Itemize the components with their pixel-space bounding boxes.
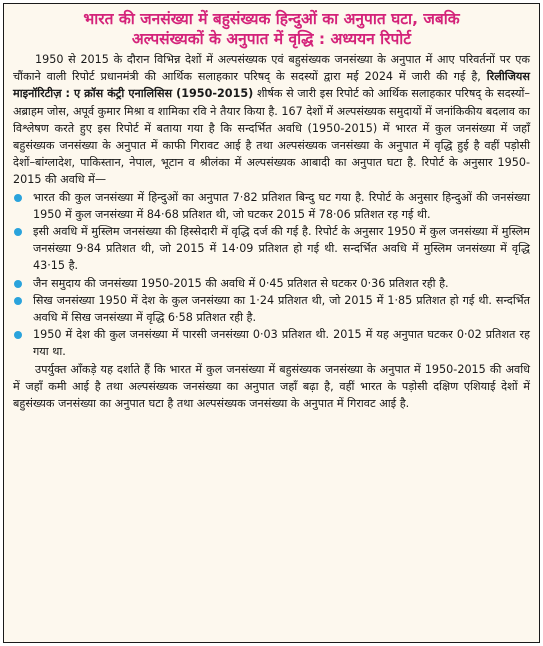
report-title-bold: रिलीजियस माइनॉरिटीज़ : ए क्रॉस कंट्री एनालिसिस (1950-2015) [13, 70, 530, 101]
conclusion-paragraph: उपर्युक्त आँकड़े यह दर्शाते हैं कि भारत में कुल जनसंख्या में बहुसंख्यक जनसंख्या के अनुपात में 1950-2015 की अवधि में जहाँ कमी आई है तथा अल्पसंख्यक जनसंख्या का अनुपात जहाँ बढ़ा है, वहीं भारत के पड़ोसी दक्षिण एशियाई देशों में बहुसंख्यक जनसंख्या का अनुपात घटा है तथा अल्पसंख्यक जनसंख्या के अनुपात में गिरावट आई है. [13, 362, 530, 411]
intro-paragraph [13, 51, 530, 189]
findings-list [13, 189, 530, 361]
bullet-text: इसी अवधि में मुस्लिम जनसंख्या की हिस्सेदारी में वृद्धि दर्ज की गई है. रिपोर्ट के अनुसार 1950 में कुल जनसंख्या में मुस्लिम जनसंख्या 9·84 प्रतिशत थी, जो 2015 में 14·09 प्रतिशत हो गई थी. सन्दर्भित अवधि में मुस्लिम जनसंख्या में वृद्धि 43·15 है. [33, 225, 530, 273]
intro-text-end: शीर्षक से जारी इस रिपोर्ट को आर्थिक सलाहकार परिषद् के सदस्यों–अब्राहम जोस, अपूर्व कुमार मिश्रा व शामिका रवि ने तैयार किया है. 167 देशों में अल्पसंख्यक समुदायों में जनांकिकीय बदलाव का विश्लेषण करते हुए इस रिपोर्ट में बताया गया है कि सन्दर्भित अवधि (1950-2015) में भारत में कुल जनसंख्या में जहाँ बहुसंख्यक जनसंख्या के अनुपात में काफी गिरावट आई है तथा अल्पसंख्यक जनसंख्या के अनुपात में वृद्धि हुई है वहीं पड़ोसी देशों–बांग्लादेश, पाकिस्तान, नेपाल, भूटान व श्रीलंका में अल्पसंख्यक आबादी का अनुपात घटा है. रिपोर्ट के अनुसार 1950-2015 की अवधि में— [13, 87, 531, 187]
bullet-dot-icon [14, 280, 22, 288]
bullet-dot-icon [14, 331, 22, 339]
report-box [3, 3, 540, 643]
list-item [13, 326, 530, 360]
intro-text-start: 1950 से 2015 के दौरान विभिन्न देशों में अल्पसंख्यक एवं बहुसंख्यक जनसंख्या के अनुपात में आए परिवर्तनों पर एक चौंकाने वाली रिपोर्ट प्रधानमंत्री की आर्थिक सलाहकार परिषद् के सदस्यों द्वारा मई 2024 में जारी की गई है, [13, 53, 530, 84]
bullet-dot-icon [14, 228, 22, 236]
bullet-dot-icon [14, 297, 22, 305]
bullet-text: जैन समुदाय की जनसंख्या 1950-2015 की अवधि में 0·45 प्रतिशत से घटकर 0·36 प्रतिशत रही है. [33, 276, 449, 290]
bullet-text: सिख जनसंख्या 1950 में देश के कुल जनसंख्या का 1·24 प्रतिशत थी, जो 2015 में 1·85 प्रतिशत हो गई थी. सन्दर्भित अवधि में सिख जनसंख्या में वृद्धि 6·58 प्रतिशत रही है. [33, 293, 530, 325]
bullet-dot-icon [14, 194, 22, 202]
bullet-text: 1950 में देश की कुल जनसंख्या में पारसी जनसंख्या 0·03 प्रतिशत थी. 2015 में यह अनुपात घटकर 0·02 प्रतिशत रह गया था. [33, 328, 530, 359]
list-item [13, 275, 530, 292]
list-item [13, 292, 530, 326]
article-title [13, 9, 530, 49]
title-line-2: अल्पसंख्यकों के अनुपात में वृद्धि : अध्ययन रिपोर्ट [131, 30, 412, 48]
title-line-1: भारत की जनसंख्या में बहुसंख्यक हिन्दुओं का अनुपात घटा, जबकि [83, 10, 460, 28]
bullet-text: भारत की कुल जनसंख्या में हिन्दुओं का अनुपात 7·82 प्रतिशत बिन्दु घट गया है. रिपोर्ट के अनुसार हिन्दुओं की जनसंख्या 1950 में कुल जनसंख्या में 84·68 प्रतिशत थी, जो घटकर 2015 में 78·06 प्रतिशत रह गई थी. [33, 190, 530, 221]
list-item [13, 223, 530, 275]
list-item [13, 189, 530, 223]
